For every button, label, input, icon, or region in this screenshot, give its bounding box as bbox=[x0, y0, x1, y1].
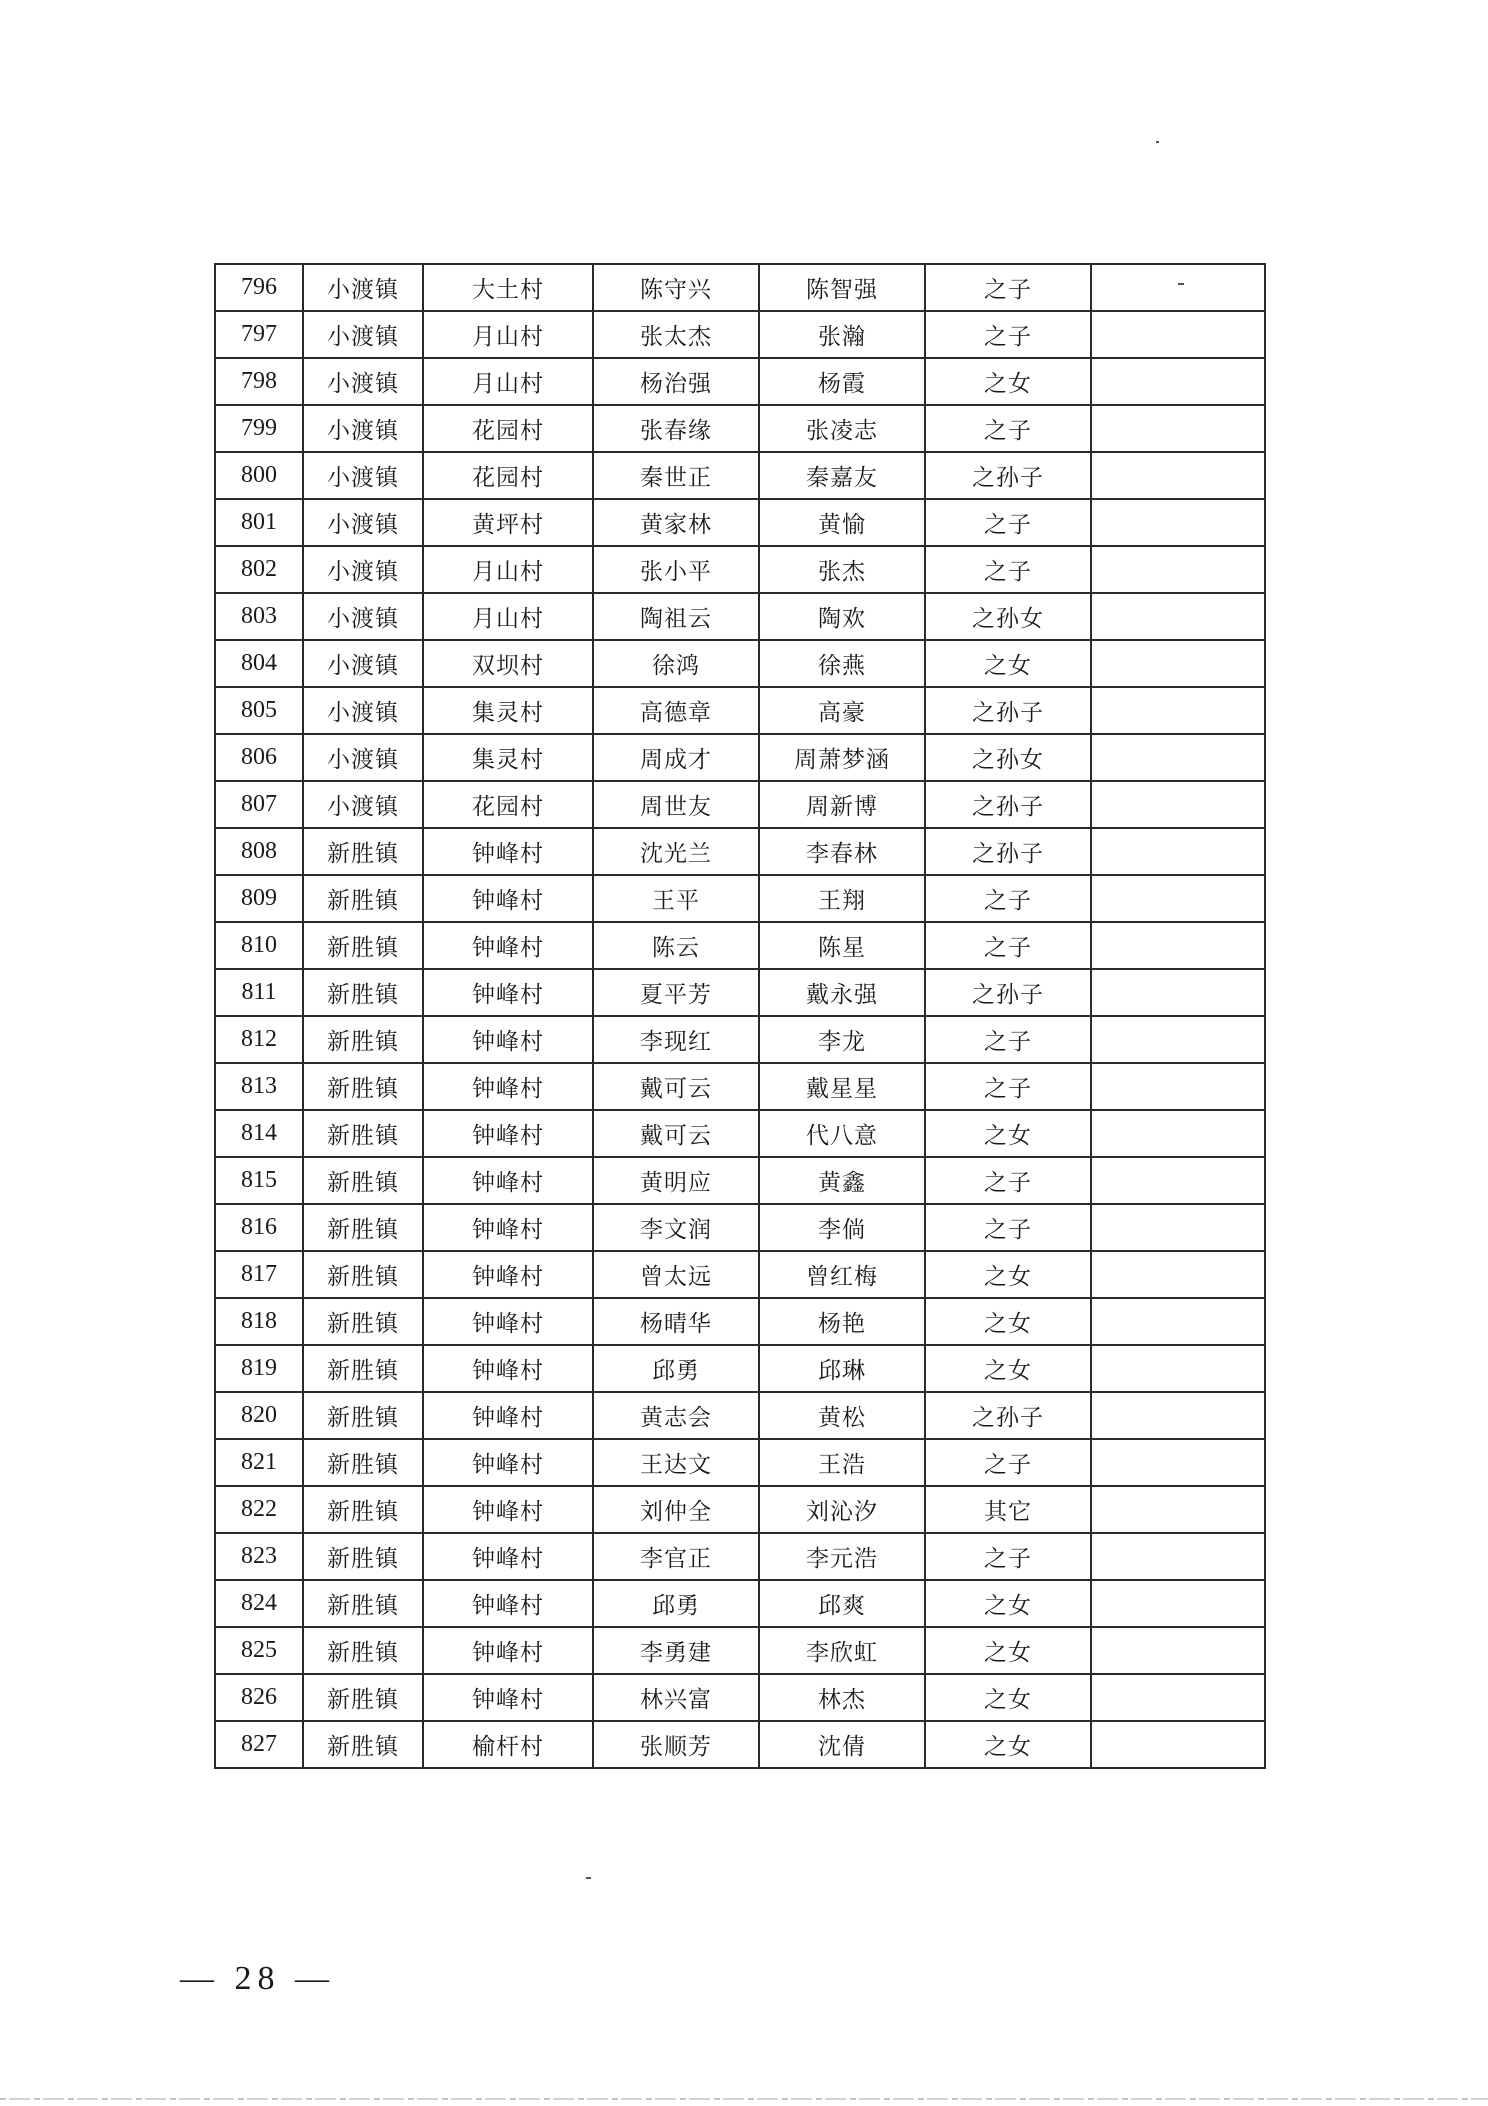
cell-town: 新胜镇 bbox=[303, 1063, 423, 1110]
cell-number: 806 bbox=[215, 734, 303, 781]
table-row bbox=[215, 452, 1265, 499]
cell-number: 823 bbox=[215, 1533, 303, 1580]
cell-relation: 之女 bbox=[925, 1345, 1091, 1392]
cell-name: 张春缘 bbox=[593, 405, 759, 452]
cell-note bbox=[1091, 1016, 1265, 1063]
table-row bbox=[215, 593, 1265, 640]
cell-number: 802 bbox=[215, 546, 303, 593]
cell-relative-name: 邱琳 bbox=[759, 1345, 925, 1392]
cell-relative-name: 李龙 bbox=[759, 1016, 925, 1063]
cell-name: 陈云 bbox=[593, 922, 759, 969]
cell-note bbox=[1091, 1392, 1265, 1439]
cell-number: 798 bbox=[215, 358, 303, 405]
cell-name: 周成才 bbox=[593, 734, 759, 781]
cell-village: 月山村 bbox=[423, 358, 593, 405]
cell-relation: 之孙女 bbox=[925, 734, 1091, 781]
cell-name: 邱勇 bbox=[593, 1345, 759, 1392]
cell-village: 钟峰村 bbox=[423, 1627, 593, 1674]
cell-name: 黄志会 bbox=[593, 1392, 759, 1439]
cell-relation: 之子 bbox=[925, 922, 1091, 969]
cell-note bbox=[1091, 1204, 1265, 1251]
table-row bbox=[215, 781, 1265, 828]
cell-village: 双坝村 bbox=[423, 640, 593, 687]
cell-name: 秦世正 bbox=[593, 452, 759, 499]
cell-town: 小渡镇 bbox=[303, 264, 423, 311]
cell-relation: 其它 bbox=[925, 1486, 1091, 1533]
cell-note bbox=[1091, 687, 1265, 734]
cell-relative-name: 戴星星 bbox=[759, 1063, 925, 1110]
cell-village: 大土村 bbox=[423, 264, 593, 311]
scan-speck bbox=[1178, 283, 1184, 285]
cell-relative-name: 徐燕 bbox=[759, 640, 925, 687]
table-row bbox=[215, 875, 1265, 922]
cell-relation: 之子 bbox=[925, 1439, 1091, 1486]
cell-town: 小渡镇 bbox=[303, 593, 423, 640]
cell-relative-name: 李欣虹 bbox=[759, 1627, 925, 1674]
table-row bbox=[215, 1439, 1265, 1486]
cell-number: 800 bbox=[215, 452, 303, 499]
cell-number: 817 bbox=[215, 1251, 303, 1298]
cell-town: 新胜镇 bbox=[303, 828, 423, 875]
cell-number: 808 bbox=[215, 828, 303, 875]
table-row bbox=[215, 1392, 1265, 1439]
cell-relation: 之孙子 bbox=[925, 687, 1091, 734]
table-row bbox=[215, 1674, 1265, 1721]
cell-relation: 之子 bbox=[925, 546, 1091, 593]
cell-name: 李文润 bbox=[593, 1204, 759, 1251]
cell-village: 月山村 bbox=[423, 546, 593, 593]
cell-name: 夏平芳 bbox=[593, 969, 759, 1016]
cell-village: 钟峰村 bbox=[423, 1157, 593, 1204]
cell-town: 小渡镇 bbox=[303, 311, 423, 358]
cell-relation: 之女 bbox=[925, 1674, 1091, 1721]
cell-town: 新胜镇 bbox=[303, 969, 423, 1016]
cell-town: 新胜镇 bbox=[303, 1345, 423, 1392]
cell-village: 钟峰村 bbox=[423, 1392, 593, 1439]
table-row bbox=[215, 1486, 1265, 1533]
table-row bbox=[215, 1627, 1265, 1674]
cell-relation: 之女 bbox=[925, 1580, 1091, 1627]
cell-note bbox=[1091, 1486, 1265, 1533]
cell-relative-name: 林杰 bbox=[759, 1674, 925, 1721]
cell-relation: 之女 bbox=[925, 358, 1091, 405]
cell-town: 小渡镇 bbox=[303, 546, 423, 593]
cell-relation: 之子 bbox=[925, 1204, 1091, 1251]
cell-town: 新胜镇 bbox=[303, 1016, 423, 1063]
cell-relative-name: 陶欢 bbox=[759, 593, 925, 640]
cell-town: 新胜镇 bbox=[303, 1298, 423, 1345]
cell-number: 811 bbox=[215, 969, 303, 1016]
cell-note bbox=[1091, 875, 1265, 922]
cell-village: 月山村 bbox=[423, 311, 593, 358]
table-row bbox=[215, 1721, 1265, 1768]
cell-number: 803 bbox=[215, 593, 303, 640]
scan-speck bbox=[1156, 141, 1159, 143]
cell-name: 李官正 bbox=[593, 1533, 759, 1580]
cell-number: 796 bbox=[215, 264, 303, 311]
table-row bbox=[215, 640, 1265, 687]
cell-relative-name: 张凌志 bbox=[759, 405, 925, 452]
table-row bbox=[215, 1157, 1265, 1204]
cell-name: 杨治强 bbox=[593, 358, 759, 405]
cell-relative-name: 杨艳 bbox=[759, 1298, 925, 1345]
cell-number: 827 bbox=[215, 1721, 303, 1768]
cell-name: 周世友 bbox=[593, 781, 759, 828]
cell-relative-name: 王翔 bbox=[759, 875, 925, 922]
cell-village: 钟峰村 bbox=[423, 1486, 593, 1533]
cell-number: 810 bbox=[215, 922, 303, 969]
cell-number: 797 bbox=[215, 311, 303, 358]
cell-relation: 之女 bbox=[925, 640, 1091, 687]
cell-relative-name: 周新博 bbox=[759, 781, 925, 828]
cell-relative-name: 秦嘉友 bbox=[759, 452, 925, 499]
cell-town: 新胜镇 bbox=[303, 1439, 423, 1486]
cell-town: 新胜镇 bbox=[303, 1251, 423, 1298]
table-row bbox=[215, 687, 1265, 734]
table-row bbox=[215, 1298, 1265, 1345]
cell-town: 新胜镇 bbox=[303, 1486, 423, 1533]
table-row bbox=[215, 1533, 1265, 1580]
cell-relation: 之子 bbox=[925, 311, 1091, 358]
cell-relation: 之女 bbox=[925, 1298, 1091, 1345]
cell-number: 807 bbox=[215, 781, 303, 828]
cell-number: 809 bbox=[215, 875, 303, 922]
cell-note bbox=[1091, 1580, 1265, 1627]
cell-relation: 之子 bbox=[925, 499, 1091, 546]
cell-note bbox=[1091, 969, 1265, 1016]
cell-name: 邱勇 bbox=[593, 1580, 759, 1627]
cell-relation: 之孙子 bbox=[925, 828, 1091, 875]
cell-relation: 之子 bbox=[925, 1157, 1091, 1204]
cell-note bbox=[1091, 452, 1265, 499]
cell-relative-name: 黄鑫 bbox=[759, 1157, 925, 1204]
cell-note bbox=[1091, 1721, 1265, 1768]
cell-relative-name: 李元浩 bbox=[759, 1533, 925, 1580]
cell-relation: 之子 bbox=[925, 875, 1091, 922]
cell-number: 825 bbox=[215, 1627, 303, 1674]
cell-name: 徐鸿 bbox=[593, 640, 759, 687]
cell-relative-name: 戴永强 bbox=[759, 969, 925, 1016]
cell-village: 钟峰村 bbox=[423, 1298, 593, 1345]
scan-speck bbox=[586, 1877, 591, 1879]
cell-name: 张顺芳 bbox=[593, 1721, 759, 1768]
cell-town: 小渡镇 bbox=[303, 358, 423, 405]
cell-note bbox=[1091, 1251, 1265, 1298]
cell-relation: 之女 bbox=[925, 1721, 1091, 1768]
cell-village: 钟峰村 bbox=[423, 1063, 593, 1110]
cell-relative-name: 陈星 bbox=[759, 922, 925, 969]
cell-number: 804 bbox=[215, 640, 303, 687]
cell-relation: 之孙子 bbox=[925, 452, 1091, 499]
cell-village: 钟峰村 bbox=[423, 1674, 593, 1721]
cell-note bbox=[1091, 1157, 1265, 1204]
cell-town: 新胜镇 bbox=[303, 1721, 423, 1768]
cell-number: 818 bbox=[215, 1298, 303, 1345]
cell-relation: 之子 bbox=[925, 1063, 1091, 1110]
table-row bbox=[215, 264, 1265, 311]
cell-village: 花园村 bbox=[423, 452, 593, 499]
table-row bbox=[215, 922, 1265, 969]
cell-number: 826 bbox=[215, 1674, 303, 1721]
cell-note bbox=[1091, 1533, 1265, 1580]
cell-note bbox=[1091, 593, 1265, 640]
cell-number: 812 bbox=[215, 1016, 303, 1063]
cell-name: 陈守兴 bbox=[593, 264, 759, 311]
cell-note bbox=[1091, 405, 1265, 452]
cell-relative-name: 王浩 bbox=[759, 1439, 925, 1486]
cell-name: 戴可云 bbox=[593, 1063, 759, 1110]
cell-relation: 之子 bbox=[925, 1533, 1091, 1580]
cell-village: 榆杆村 bbox=[423, 1721, 593, 1768]
cell-relative-name: 李倘 bbox=[759, 1204, 925, 1251]
cell-town: 新胜镇 bbox=[303, 1533, 423, 1580]
cell-village: 花园村 bbox=[423, 405, 593, 452]
cell-name: 王达文 bbox=[593, 1439, 759, 1486]
cell-village: 钟峰村 bbox=[423, 922, 593, 969]
cell-note bbox=[1091, 264, 1265, 311]
cell-relation: 之子 bbox=[925, 1016, 1091, 1063]
cell-name: 高德章 bbox=[593, 687, 759, 734]
cell-note bbox=[1091, 1063, 1265, 1110]
cell-number: 815 bbox=[215, 1157, 303, 1204]
cell-relation: 之子 bbox=[925, 264, 1091, 311]
cell-town: 新胜镇 bbox=[303, 875, 423, 922]
cell-town: 小渡镇 bbox=[303, 687, 423, 734]
roster-body bbox=[215, 264, 1265, 1768]
table-row bbox=[215, 734, 1265, 781]
cell-town: 新胜镇 bbox=[303, 1110, 423, 1157]
cell-relative-name: 陈智强 bbox=[759, 264, 925, 311]
cell-town: 新胜镇 bbox=[303, 1392, 423, 1439]
cell-village: 集灵村 bbox=[423, 687, 593, 734]
cell-town: 小渡镇 bbox=[303, 640, 423, 687]
cell-relative-name: 张瀚 bbox=[759, 311, 925, 358]
cell-name: 戴可云 bbox=[593, 1110, 759, 1157]
cell-note bbox=[1091, 828, 1265, 875]
cell-relative-name: 张杰 bbox=[759, 546, 925, 593]
cell-village: 钟峰村 bbox=[423, 828, 593, 875]
cell-note bbox=[1091, 1674, 1265, 1721]
cell-town: 小渡镇 bbox=[303, 781, 423, 828]
cell-village: 钟峰村 bbox=[423, 1016, 593, 1063]
table-row bbox=[215, 1580, 1265, 1627]
cell-number: 799 bbox=[215, 405, 303, 452]
cell-relative-name: 代八意 bbox=[759, 1110, 925, 1157]
cell-town: 新胜镇 bbox=[303, 1580, 423, 1627]
cell-village: 钟峰村 bbox=[423, 1580, 593, 1627]
cell-note bbox=[1091, 1627, 1265, 1674]
cell-name: 林兴富 bbox=[593, 1674, 759, 1721]
cell-note bbox=[1091, 311, 1265, 358]
cell-town: 小渡镇 bbox=[303, 405, 423, 452]
cell-number: 820 bbox=[215, 1392, 303, 1439]
cell-relative-name: 杨霞 bbox=[759, 358, 925, 405]
cell-number: 801 bbox=[215, 499, 303, 546]
cell-name: 王平 bbox=[593, 875, 759, 922]
cell-village: 钟峰村 bbox=[423, 1439, 593, 1486]
cell-name: 曾太远 bbox=[593, 1251, 759, 1298]
cell-town: 小渡镇 bbox=[303, 452, 423, 499]
cell-name: 刘仲全 bbox=[593, 1486, 759, 1533]
cell-village: 黄坪村 bbox=[423, 499, 593, 546]
cell-name: 张小平 bbox=[593, 546, 759, 593]
cell-note bbox=[1091, 1298, 1265, 1345]
cell-number: 819 bbox=[215, 1345, 303, 1392]
cell-town: 新胜镇 bbox=[303, 922, 423, 969]
cell-village: 集灵村 bbox=[423, 734, 593, 781]
cell-name: 李现红 bbox=[593, 1016, 759, 1063]
cell-number: 814 bbox=[215, 1110, 303, 1157]
cell-town: 小渡镇 bbox=[303, 734, 423, 781]
cell-note bbox=[1091, 546, 1265, 593]
cell-relative-name: 黄松 bbox=[759, 1392, 925, 1439]
cell-number: 813 bbox=[215, 1063, 303, 1110]
cell-town: 新胜镇 bbox=[303, 1157, 423, 1204]
page-number: — 28 — bbox=[180, 1960, 335, 1997]
table-row bbox=[215, 828, 1265, 875]
cell-number: 821 bbox=[215, 1439, 303, 1486]
cell-relative-name: 曾红梅 bbox=[759, 1251, 925, 1298]
cell-note bbox=[1091, 358, 1265, 405]
cell-name: 黄家林 bbox=[593, 499, 759, 546]
cell-village: 钟峰村 bbox=[423, 1251, 593, 1298]
cell-village: 花园村 bbox=[423, 781, 593, 828]
cell-village: 月山村 bbox=[423, 593, 593, 640]
cell-relative-name: 周萧梦涵 bbox=[759, 734, 925, 781]
cell-note bbox=[1091, 499, 1265, 546]
cell-note bbox=[1091, 922, 1265, 969]
cell-number: 816 bbox=[215, 1204, 303, 1251]
cell-note bbox=[1091, 734, 1265, 781]
cell-number: 805 bbox=[215, 687, 303, 734]
cell-number: 824 bbox=[215, 1580, 303, 1627]
roster-table bbox=[214, 263, 1266, 1769]
table-row bbox=[215, 499, 1265, 546]
cell-relative-name: 李春林 bbox=[759, 828, 925, 875]
cell-name: 陶祖云 bbox=[593, 593, 759, 640]
table-row bbox=[215, 358, 1265, 405]
table-row bbox=[215, 1251, 1265, 1298]
cell-relative-name: 黄愉 bbox=[759, 499, 925, 546]
cell-relative-name: 刘沁汐 bbox=[759, 1486, 925, 1533]
cell-village: 钟峰村 bbox=[423, 875, 593, 922]
cell-note bbox=[1091, 640, 1265, 687]
table-row bbox=[215, 1016, 1265, 1063]
cell-village: 钟峰村 bbox=[423, 1533, 593, 1580]
cell-name: 杨晴华 bbox=[593, 1298, 759, 1345]
table-row bbox=[215, 405, 1265, 452]
cell-name: 张太杰 bbox=[593, 311, 759, 358]
cell-relative-name: 邱爽 bbox=[759, 1580, 925, 1627]
cell-relation: 之女 bbox=[925, 1110, 1091, 1157]
cell-note bbox=[1091, 1345, 1265, 1392]
cell-village: 钟峰村 bbox=[423, 1110, 593, 1157]
table-row bbox=[215, 1345, 1265, 1392]
cell-town: 小渡镇 bbox=[303, 499, 423, 546]
cell-relation: 之孙女 bbox=[925, 593, 1091, 640]
cell-relation: 之女 bbox=[925, 1251, 1091, 1298]
table-row bbox=[215, 1063, 1265, 1110]
cell-town: 新胜镇 bbox=[303, 1674, 423, 1721]
cell-number: 822 bbox=[215, 1486, 303, 1533]
table-row bbox=[215, 311, 1265, 358]
cell-relative-name: 高豪 bbox=[759, 687, 925, 734]
cell-village: 钟峰村 bbox=[423, 1345, 593, 1392]
table-row bbox=[215, 1110, 1265, 1157]
cell-relation: 之孙子 bbox=[925, 781, 1091, 828]
table-row bbox=[215, 969, 1265, 1016]
cell-relation: 之子 bbox=[925, 405, 1091, 452]
cell-name: 黄明应 bbox=[593, 1157, 759, 1204]
cell-note bbox=[1091, 1110, 1265, 1157]
cell-relation: 之女 bbox=[925, 1627, 1091, 1674]
table-row bbox=[215, 1204, 1265, 1251]
cell-relation: 之孙子 bbox=[925, 969, 1091, 1016]
cell-village: 钟峰村 bbox=[423, 1204, 593, 1251]
cell-town: 新胜镇 bbox=[303, 1204, 423, 1251]
cell-relation: 之孙子 bbox=[925, 1392, 1091, 1439]
cell-note bbox=[1091, 781, 1265, 828]
table-row bbox=[215, 546, 1265, 593]
cell-village: 钟峰村 bbox=[423, 969, 593, 1016]
cell-note bbox=[1091, 1439, 1265, 1486]
scan-edge-line bbox=[0, 2098, 1488, 2100]
cell-name: 沈光兰 bbox=[593, 828, 759, 875]
cell-name: 李勇建 bbox=[593, 1627, 759, 1674]
cell-relative-name: 沈倩 bbox=[759, 1721, 925, 1768]
cell-town: 新胜镇 bbox=[303, 1627, 423, 1674]
